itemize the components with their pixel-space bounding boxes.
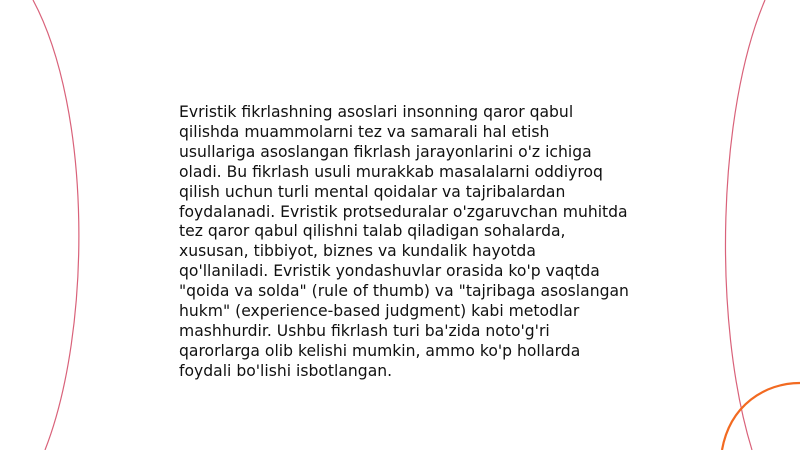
right-curve xyxy=(725,0,765,450)
body-paragraph: Evristik fikrlashning asoslari insonning qaror qabul qilishda muammolarni tez va samarali hal etish usullariga asoslangan fikrlash jarayonlarini o'z ichiga oladi. Bu fikrlash usuli murakkab masalalarni oddiyroq qilish uchun turli mental qoidalar va tajribalardan foydalanadi. Evristik protseduralar o'zgaruvchan muhitda tez qaror qabul qilishni talab qiladigan sohalarda, xususan, tibbiyot, biznes va kundalik hayotda qo'llaniladi. Evristik yondashuvlar orasida ko'p vaqtda "qoida va solda" (rule of thumb) va "tajribaga asoslangan hukm" (experience-based judgment) kabi metodlar mashhurdir. Ushbu fikrlash turi ba'zida noto'g'ri qarorlarga olib kelishi mumkin, ammo ko'p hollarda foydali bo'lishi isbotlangan. xyxy=(179,103,629,380)
left-curve xyxy=(33,0,79,450)
accent-arc xyxy=(722,383,800,450)
